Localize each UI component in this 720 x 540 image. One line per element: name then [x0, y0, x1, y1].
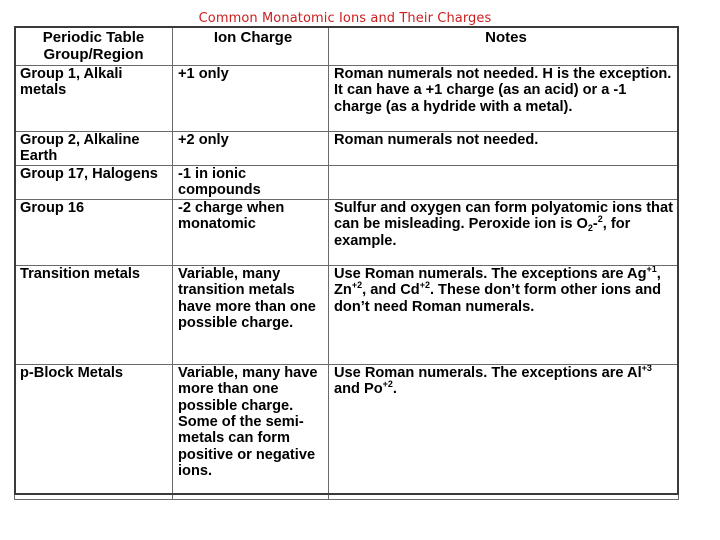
notes-cell: Use Roman numerals. The exceptions are $Ag^{+1}$, $Zn^{+2}$, and $Cd^{+2}$. These don’t form other ions and don’t need Roman numerals.	[329, 265, 679, 364]
header-charge: Ion Charge	[173, 27, 329, 66]
table-row	[15, 364, 679, 499]
table-row	[15, 66, 679, 132]
charge-cell: -2 charge when monatomic	[173, 199, 329, 265]
table-outer-border-left	[14, 26, 16, 495]
table-row	[15, 265, 679, 364]
charge-cell: +2 only	[173, 132, 329, 166]
notes-cell	[329, 166, 679, 200]
table-row	[15, 132, 679, 166]
table-row	[15, 199, 679, 265]
header-notes: Notes	[329, 27, 679, 66]
charge-cell: -1 in ionic compounds	[173, 166, 329, 200]
notes-cell: Use Roman numerals. The exceptions are $Al^{+3}$ and $Po^{+2}$.	[329, 364, 679, 499]
group-cell: p-Block Metals	[15, 364, 173, 499]
table-outer-border-bottom	[14, 493, 678, 495]
charge-cell: Variable, many transition metals have more than one possible charge.	[173, 265, 329, 364]
header-group: Periodic Table Group/Region	[15, 27, 173, 66]
page-title: Common Monatomic Ions and Their Charges	[198, 11, 492, 26]
group-cell: Transition metals	[15, 265, 173, 364]
header-row	[15, 27, 679, 66]
notes-cell: Sulfur and oxygen can form polyatomic ions that can be misleading. Peroxide ion is $O_2-^2$, for example.	[329, 199, 679, 265]
table-outer-border-top	[14, 26, 678, 28]
group-cell: Group 17, Halogens	[15, 166, 173, 200]
table-row	[15, 166, 679, 200]
group-cell: Group 16	[15, 199, 173, 265]
charge-cell: +1 only	[173, 66, 329, 132]
notes-cell: Roman numerals not needed. H is the exception. It can have a +1 charge (as an acid) or a -1 charge (as a hydride with a metal).	[329, 66, 679, 132]
ions-table	[14, 26, 679, 500]
table-outer-border-right	[677, 26, 679, 495]
notes-cell: Roman numerals not needed.	[329, 132, 679, 166]
group-cell: Group 2, Alkaline Earth	[15, 132, 173, 166]
group-cell: Group 1, Alkali metals	[15, 66, 173, 132]
charge-cell: Variable, many have more than one possible charge. Some of the semi-metals can form positive or negative ions.	[173, 364, 329, 499]
